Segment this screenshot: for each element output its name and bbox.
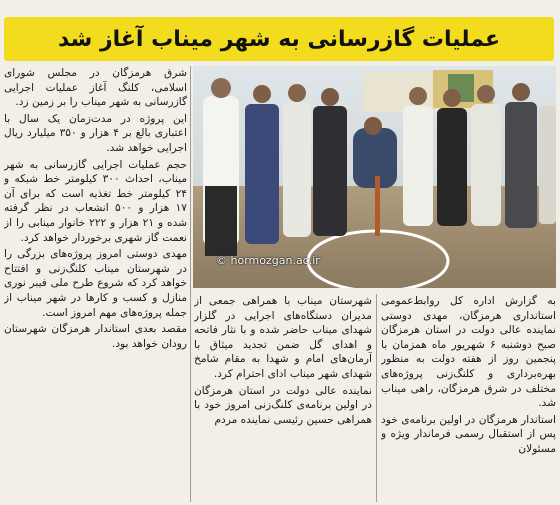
paragraph: شهرستان میناب با همراهی جمعی از مدیران دستگاه‌های اجرایی در گلزار شهدای میناب حاضر شده و با نثار فاتحه و اهدای گل ضمن تجدید میثاق با آرمان‌های امام و شهدا به مقام شامخ شهدای شهر میناب ادای احترام کرد. bbox=[194, 295, 372, 380]
paragraph: به گزارش اداره کل روابط‌عمومی استانداری هرمزگان، مهدی دوستی نماینده عالی دولت در استان هرمزگان صبح دوشنبه ۶ شهریور ماه همزمان با پنجمین روز از هفته دولت به منظور بهره‌برداری و کلنگ‌زنی پروژه‌های مختلف در شرق هرمزگان، راهی میناب شد. bbox=[381, 295, 556, 410]
paragraph: حجم عملیات اجرایی گازرسانی به شهر میناب، احداث ۳۰۰ کیلومتر خط شبکه و ۲۴ کیلومتر خط تغذیه است که برای آن ۱۷ هزار و ۵۰۰ انشعاب در نظر گرفته شده و ۲۱ هزار و ۲۲۲ خانوار مینابی را از نعمت گاز شهری برخوردار خواهد کرد. bbox=[4, 158, 187, 244]
article-column-right bbox=[381, 294, 556, 502]
photo-watermark: © hormozgan.ac.ir bbox=[216, 254, 320, 267]
paragraph: نماینده عالی دولت در استان هرمزگان در اولین برنامه‌ی کلنگ‌زنی امروز خود با همراهی حسین رئیسی نماینده مردم bbox=[194, 384, 372, 426]
column-divider bbox=[376, 294, 377, 502]
column-divider bbox=[190, 66, 191, 502]
paragraph: شرق هرمزگان در مجلس شورای اسلامی، کلنگ آغاز عملیات اجرایی گازرسانی به شهر میناب را بر زمین زد. bbox=[4, 67, 187, 109]
paragraph: مهدی دوستی امروز پروژه‌های بزرگی را در شهرستان میناب کلنگ‌زنی و افتتاح خواهد کرد که شروع طرح ملی فیبر نوری منازل و کسب و کارها در شهر میناب از جمله پروژه‌های مهم امروز است. bbox=[4, 248, 187, 319]
article-column-left bbox=[4, 66, 187, 502]
article-column-middle bbox=[194, 294, 372, 502]
paragraph: استاندار هرمزگان در اولین برنامه‌ی خود پس از استقبال رسمی فرماندار ویژه و مسئولان bbox=[381, 413, 556, 455]
paragraph: مقصد بعدی استاندار هرمزگان شهرستان رودان خواهد بود. bbox=[4, 323, 187, 350]
headline-banner bbox=[4, 17, 554, 61]
headline-title: عملیات گازرسانی به شهر میناب آغاز شد bbox=[57, 26, 501, 52]
paragraph: این پروژه در مدت‌زمان یک سال با اعتباری بالغ بر ۴ هزار و ۳۵۰ میلیارد ریال اجرایی خواهد شد. bbox=[4, 112, 187, 154]
